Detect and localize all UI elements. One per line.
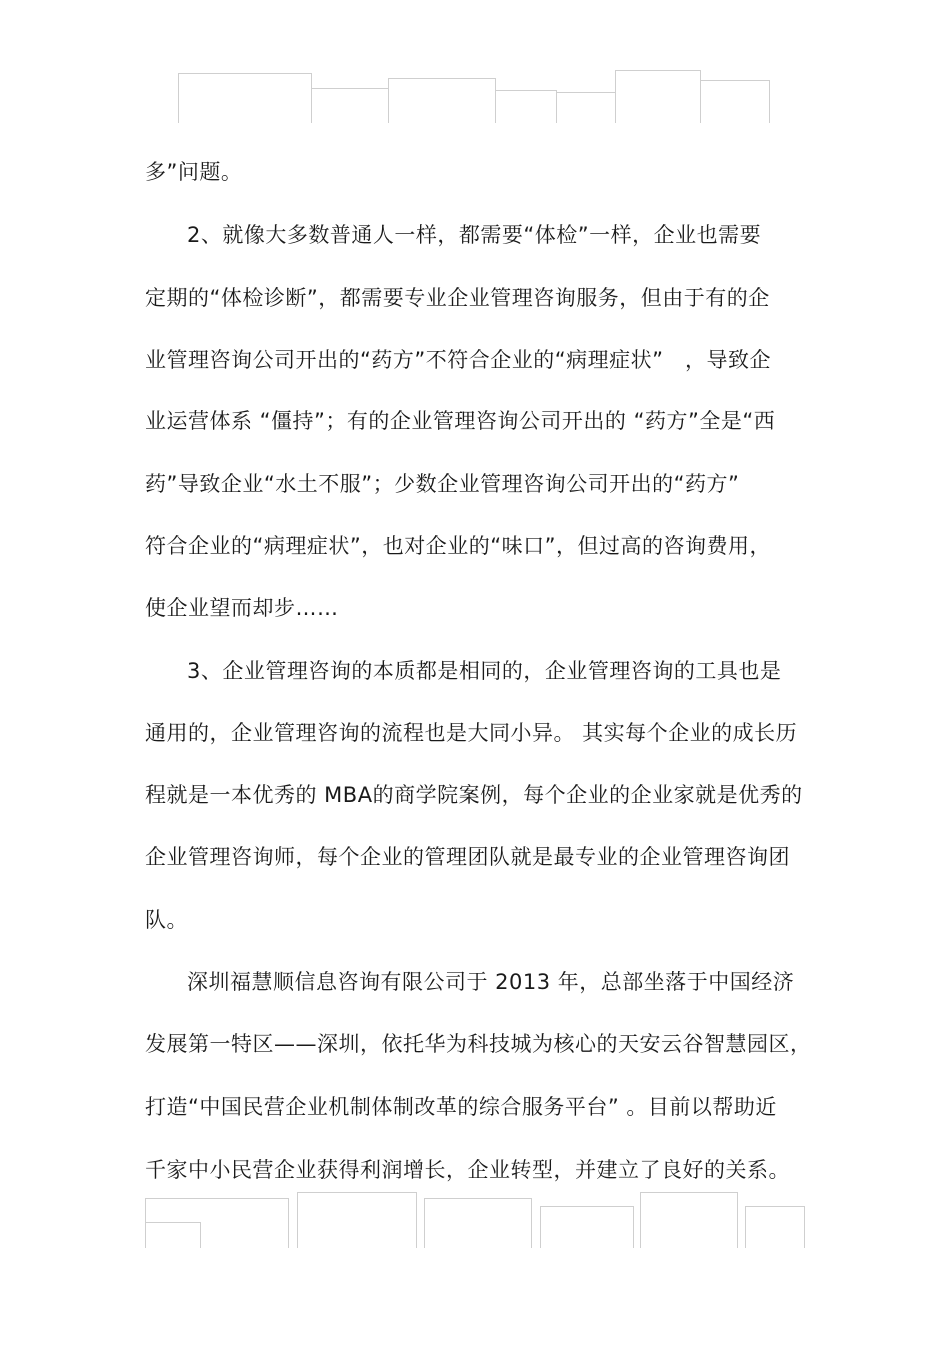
text-line: 深圳福慧顺信息咨询有限公司于 2013 年，总部坐落于中国经济	[187, 970, 795, 994]
text-line: 千家中小民营企业获得利润增长，企业转型，并建立了良好的关系。	[145, 1158, 790, 1182]
text-line: 定期的“体检诊断”，都需要专业企业管理咨询服务，但由于有的企	[145, 286, 770, 310]
text-line: 通用的，企业管理咨询的流程也是大同小异。 其实每个企业的成长历	[145, 721, 798, 745]
text-line: 业管理咨询公司开出的“药方”不符合企业的“病理症状” ，导致企	[145, 348, 772, 372]
text-line: 3、企业管理咨询的本质都是相同的，企业管理咨询的工具也是	[187, 659, 782, 683]
top-border-fragment	[495, 90, 557, 123]
bottom-border-fragment	[145, 1222, 201, 1248]
text-line: 业运营体系 “僵持”；有的企业管理咨询公司开出的 “药方”全是“西	[145, 409, 776, 433]
top-border-fragment	[615, 70, 701, 123]
text-line: 企业管理咨询师，每个企业的管理团队就是最专业的企业管理咨询团	[145, 845, 790, 869]
text-line: 使企业望而却步……	[145, 596, 339, 620]
text-line: 2、就像大多数普通人一样，都需要“体检”一样，企业也需要	[187, 223, 762, 247]
text-line: 程就是一本优秀的 MBA的商学院案例，每个企业的企业家就是优秀的	[145, 783, 803, 807]
bottom-border-fragment	[540, 1206, 634, 1248]
bottom-border-fragment	[640, 1192, 738, 1248]
bottom-border-fragment	[424, 1198, 532, 1248]
text-line: 打造“中国民营企业机制体制改革的综合服务平台” 。目前以帮助近	[145, 1095, 777, 1119]
text-line: 发展第一特区——深圳，依托华为科技城为核心的天安云谷智慧园区，	[145, 1032, 812, 1056]
text-line: 符合企业的“病理症状”，也对企业的“味口”，但过高的咨询费用，	[145, 534, 772, 558]
top-border-fragment	[311, 88, 389, 123]
bottom-border-fragment	[297, 1192, 417, 1248]
bottom-border-fragment	[745, 1206, 805, 1248]
top-border-fragment	[700, 80, 770, 123]
text-line: 药”导致企业“水土不服”；少数企业管理咨询公司开出的“药方”	[145, 472, 740, 496]
text-line: 队。	[145, 908, 188, 932]
top-border-fragment	[178, 73, 312, 123]
top-border-fragment	[556, 92, 616, 123]
text-line: 多”问题。	[145, 160, 243, 184]
top-border-fragment	[388, 78, 496, 123]
